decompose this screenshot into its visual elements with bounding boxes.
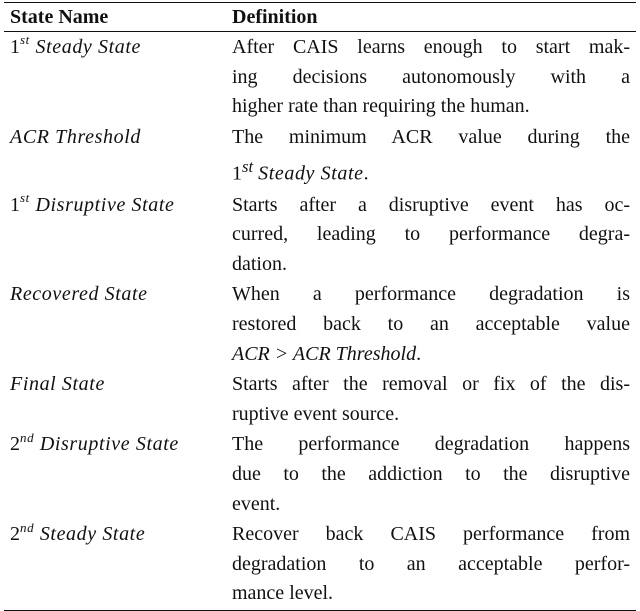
state-name: Steady State — [35, 36, 141, 58]
tail-ordinal: 1 — [232, 163, 242, 186]
state-name: Steady State — [39, 523, 146, 546]
state-name: ACR Threshold — [10, 125, 141, 148]
definition-line: Starts after a disruptive event has oc- — [232, 193, 630, 216]
definition-line: restored back to an acceptable value — [232, 313, 630, 335]
state-definitions-table-wrapper — [4, 2, 636, 611]
state-ordinal: 1 — [10, 36, 20, 58]
state-name: Final State — [10, 373, 105, 396]
state-name-cell — [4, 191, 226, 281]
definition-line: degradation to an acceptable perfor- — [232, 552, 630, 575]
state-name: Disruptive State — [39, 433, 179, 456]
definition-line: dation. — [232, 252, 287, 275]
state-ordinal: 2 — [10, 433, 20, 456]
definition-cell — [226, 370, 636, 430]
definition-line: Recover back CAIS performance from — [232, 523, 630, 546]
header-row — [4, 3, 636, 32]
state-ordinal-suffix: nd — [20, 519, 35, 535]
state-name-cell — [4, 520, 226, 610]
definition-formula-end: . — [416, 342, 422, 365]
definition-line: Starts after the removal or fix of the dis- — [232, 373, 630, 396]
table-row — [4, 32, 636, 123]
definition-cell — [226, 280, 636, 370]
table-row — [4, 280, 636, 370]
table-row — [4, 370, 636, 430]
state-ordinal-suffix: st — [20, 32, 30, 48]
table-row — [4, 123, 636, 191]
state-ordinal: 2 — [10, 523, 20, 546]
definition-line: event. — [232, 492, 281, 515]
state-ordinal-suffix: nd — [20, 429, 35, 445]
definition-line: curred, leading to performance degra- — [232, 223, 630, 246]
table-row — [4, 430, 636, 520]
definition-line: The performance degradation happens — [232, 433, 630, 456]
tail-ordinal-suffix: st — [242, 157, 254, 177]
state-name: Recovered State — [10, 283, 148, 306]
definition-line-tail — [232, 152, 630, 189]
definition-formula: ACR > ACR Threshold — [232, 342, 417, 365]
definition-line: ing decisions autonomously with a — [232, 65, 630, 88]
definition-cell — [226, 520, 636, 610]
table-row — [4, 191, 636, 281]
definition-cell — [226, 32, 636, 123]
state-name-cell — [4, 123, 226, 191]
state-name-cell — [4, 370, 226, 430]
definition-line: ruptive event source. — [232, 402, 400, 425]
table-header — [4, 3, 636, 32]
definition-line: The minimum ACR value during the — [232, 125, 630, 148]
table-body — [4, 32, 636, 611]
state-name-cell — [4, 280, 226, 370]
definition-line: due to the addiction to the disruptive — [232, 462, 630, 485]
definition-line: higher rate than requiring the human. — [232, 95, 530, 118]
state-ordinal-suffix: st — [20, 189, 30, 205]
definition-cell — [226, 191, 636, 281]
state-name-cell — [4, 430, 226, 520]
tail-end: . — [363, 163, 369, 186]
state-name: Disruptive State — [35, 193, 175, 216]
state-ordinal: 1 — [10, 193, 20, 216]
header-definition: Definition — [232, 6, 318, 28]
definition-cell — [226, 430, 636, 520]
definition-line: After CAIS learns enough to start mak- — [232, 36, 630, 58]
state-definitions-table — [4, 2, 636, 611]
definition-cell — [226, 123, 636, 191]
state-name-cell — [4, 32, 226, 123]
definition-line: mance level. — [232, 582, 334, 605]
table-row — [4, 520, 636, 610]
definition-line: When a performance degradation is — [232, 283, 630, 306]
tail-state-name: Steady State — [258, 163, 364, 186]
header-state-name: State Name — [10, 6, 109, 28]
definition-formula-line — [232, 340, 630, 370]
